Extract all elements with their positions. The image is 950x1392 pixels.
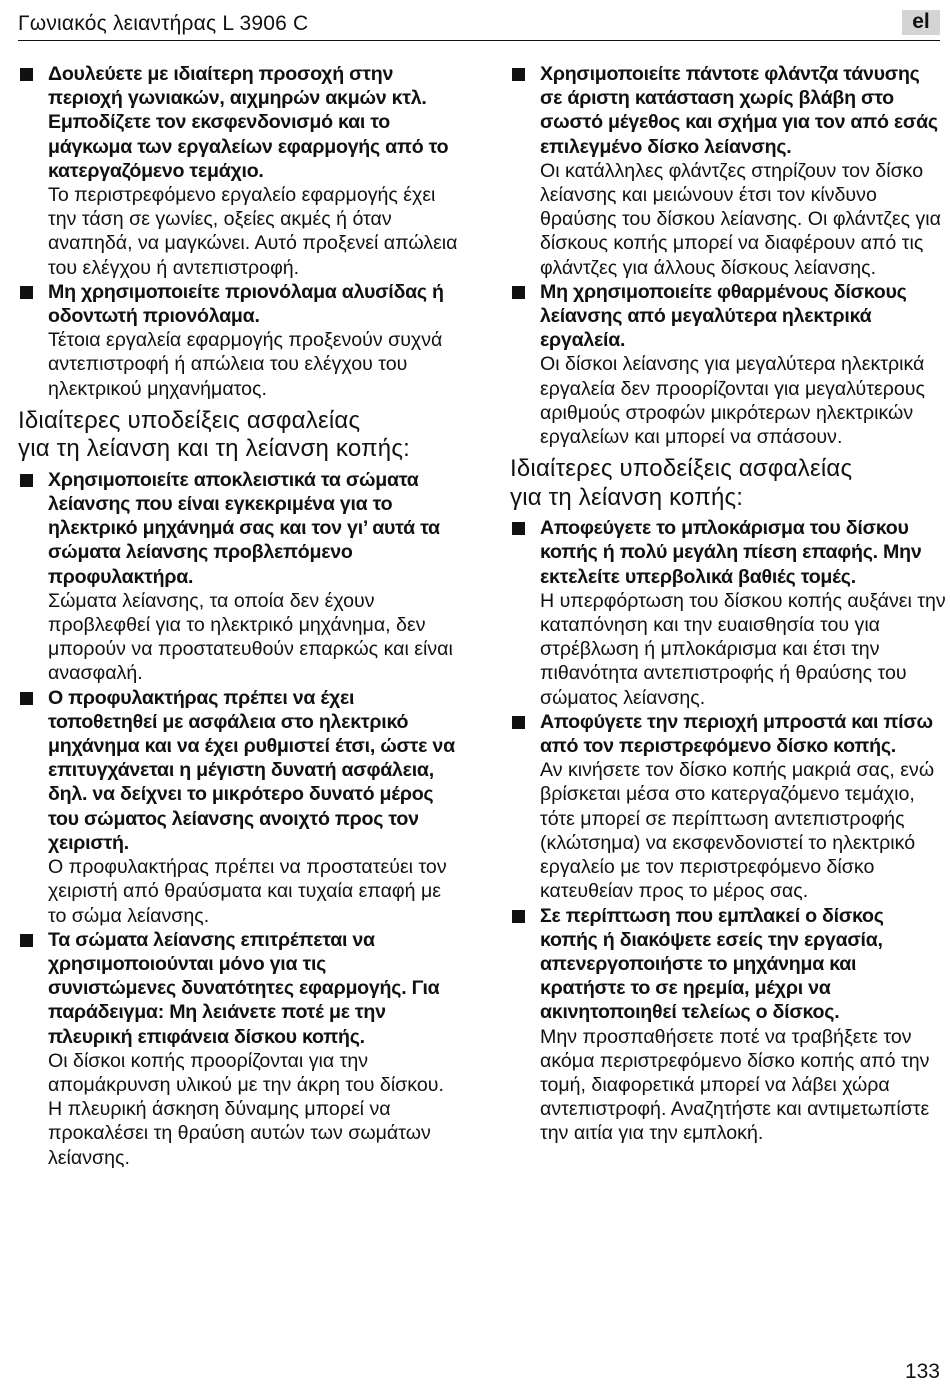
instruction-text: Ο προφυλακτήρας πρέπει να έχει τοποθετηθεί με ασφάλεια στο ηλεκτρικό μηχάνημα και να έχει ρυθμιστεί έτσι, ώστε να επιτυγχάνεται η μέγιστη δυνατή ασφάλεια, δηλ. να δείχνει το μικρότερο δυνατό μέρος του σώματος λείανσης ανοιχτό προς τον χειριστή. xyxy=(48,686,455,854)
square-bullet-icon xyxy=(20,286,33,299)
page-number: 133 xyxy=(904,1360,940,1383)
safety-instruction xyxy=(18,468,458,686)
page-header xyxy=(18,6,940,41)
safety-instruction xyxy=(510,280,946,449)
instruction-text: Δουλεύετε με ιδιαίτερη προσοχή στην περιοχή γωνιακών, αιχμηρών ακμών κτλ. Εμποδίζετε τον εκσφενδονισμό και το μάγκωμα των εργαλείων εφαρμογής από το κατεργαζόμενο τεμάχιο. xyxy=(48,63,449,182)
instruction-text: Αποφύγετε την περιοχή μπροστά και πίσω από τον περιστρεφόμενο δίσκο κοπής. xyxy=(540,710,933,758)
instruction-explanation: Αν κινήσετε τον δίσκο κοπής μακριά σας, ενώ βρίσκεται μέσα στο κατεργαζόμενο τεμάχιο, τότε μπορεί σε περίπτωση αντεπιστροφής (κλώτσημα) να εκσφενδονιστεί το ηλεκτρικό εργαλείο με τον περιστρεφόμενο δίσκο κατευθείαν προς το μέρος σας. xyxy=(540,759,935,903)
square-bullet-icon xyxy=(512,910,525,923)
safety-instruction xyxy=(18,928,458,1170)
instruction-explanation: Οι δίσκοι λείανσης για μεγαλύτερα ηλεκτρικά εργαλεία δεν προορίζονται για μεγαλύτερους αριθμούς στροφών μικρότερων ηλεκτρικών εργαλείων και μπορεί να σπάσουν. xyxy=(540,353,925,449)
instruction-text: Χρησιμοποιείτε πάντοτε φλάντζα τάνυσης σε άριστη κατάσταση χωρίς βλάβη στο σωστό μέγεθος και σχήμα για τον από εσάς επιλεγμένο δίσκο λείανσης. xyxy=(540,63,938,158)
safety-instruction xyxy=(510,710,946,904)
square-bullet-icon xyxy=(512,286,525,299)
instruction-text: Τα σώματα λείανσης επιτρέπεται να χρησιμοποιούνται μόνο για τις συνιστώμενες δυνατότητες εφαρμογής. Για παράδειγμα: Μη λειάνετε ποτέ με την πλευρική επιφάνεια δίσκου κοπής. xyxy=(48,928,440,1048)
square-bullet-icon xyxy=(512,68,525,81)
square-bullet-icon xyxy=(20,692,33,705)
instruction-explanation: Σώματα λείανσης, τα οποία δεν έχουν προβλεφθεί για το ηλεκτρικό μηχάνημα, δεν μπορούν να προστατευθούν επαρκώς και είναι ανασφαλή. xyxy=(48,589,453,685)
instruction-text: Μη χρησιμοποιείτε πριονόλαμα αλυσίδας ή οδοντωτή πριονόλαμα. xyxy=(48,280,444,328)
instruction-text: Αποφεύγετε το μπλοκάρισμα του δίσκου κοπής ή πολύ μεγάλη πίεση επαφής. Μην εκτελείτε υπερβολικά βαθιές τομές. xyxy=(540,517,922,588)
instruction-explanation: Η υπερφόρτωση του δίσκου κοπής αυξάνει την καταπόνηση και την ευαισθησία του για στρέβλωση ή μπλοκάρισμα και έτσι την πιθανότητα αντεπιστροφής ή θραύσης του σώματος λείανσης. xyxy=(540,589,946,709)
document-title: Γωνιακός λειαντήρας L 3906 C xyxy=(18,12,309,35)
section-heading xyxy=(510,455,946,512)
instruction-explanation: Μην προσπαθήσετε ποτέ να τραβήξετε τον ακόμα περιστρεφόμενο δίσκο κοπής από την τομή, διαφορετικά μπορεί να λάβει χώρα αντεπιστροφή. Αναζητήστε και αντιμετωπίστε την αιτία για την εμπλοκή. xyxy=(540,1025,930,1145)
right-column xyxy=(510,62,946,1146)
safety-instruction xyxy=(510,516,946,710)
instruction-explanation: Οι δίσκοι κοπής προορίζονται για την απομάκρυνση υλικού με την άκρη του δίσκου. Η πλευρική άσκηση δύναμης μπορεί να προκαλέσει τη θραύση αυτών των σωμάτων λείανσης. xyxy=(48,1049,444,1169)
section-heading-line: Ιδιαίτερες υποδείξεις ασφαλείας xyxy=(510,455,853,483)
language-badge: el xyxy=(902,10,940,35)
section-heading-line: Ιδιαίτερες υποδείξεις ασφαλείας xyxy=(18,406,361,434)
square-bullet-icon xyxy=(20,934,33,947)
instruction-text: Σε περίπτωση που εμπλακεί ο δίσκος κοπής ή διακόψετε εσείς την εργασία, απενεργοποιήστε το μηχάνημα και κρατήστε το σε ηρεμία, μέχρι να ακινητοποιηθεί τελείως ο δίσκος. xyxy=(540,904,884,1024)
safety-instruction xyxy=(18,62,458,280)
section-heading-line: για τη λείανση κοπής: xyxy=(510,483,744,511)
safety-instruction xyxy=(18,686,458,928)
section-heading xyxy=(18,407,458,464)
instruction-text: Χρησιμοποιείτε αποκλειστικά τα σώματα λείανσης που είναι εγκεκριμένα για το ηλεκτρικό μηχάνημά σας και τον γι’ αυτά τα σώματα λείανσης προβλεπόμενο προφυλακτήρα. xyxy=(48,468,440,588)
safety-instruction xyxy=(510,62,946,280)
safety-instruction xyxy=(510,904,946,1146)
instruction-explanation: Ο προφυλακτήρας πρέπει να προστατεύει τον χειριστή από θραύσματα και τυχαία επαφή με το σώμα λείανσης. xyxy=(48,856,447,927)
square-bullet-icon xyxy=(512,522,525,535)
square-bullet-icon xyxy=(20,474,33,487)
section-heading-line: για τη λείανση και τη λείανση κοπής: xyxy=(18,435,410,463)
safety-instruction xyxy=(18,280,458,401)
instruction-explanation: Το περιστρεφόμενο εργαλείο εφαρμογής έχει την τάση σε γωνίες, οξείες ακμές ή όταν αναπηδά, να μαγκώνει. Αυτό προξενεί απώλεια του ελέγχου ή αντεπιστροφή. xyxy=(48,184,458,279)
left-column xyxy=(18,62,458,1170)
square-bullet-icon xyxy=(512,716,525,729)
instruction-explanation: Οι κατάλληλες φλάντζες στηρίζουν τον δίσκο λείανσης και μειώνουν έτσι τον κίνδυνο θραύσης του δίσκου λείανσης. Οι φλάντζες για δίσκους κοπής μπορεί να διαφέρουν από τις φλάντζες για άλλους δίσκους λείανσης. xyxy=(540,159,941,279)
square-bullet-icon xyxy=(20,68,33,81)
instruction-text: Μη χρησιμοποιείτε φθαρμένους δίσκους λείανσης από μεγαλύτερα ηλεκτρικά εργαλεία. xyxy=(540,280,907,352)
instruction-explanation: Τέτοια εργαλεία εφαρμογής προξενούν συχνά αντεπιστροφή ή απώλεια του ελέγχου του ηλεκτρικού μηχανήματος. xyxy=(48,329,443,400)
